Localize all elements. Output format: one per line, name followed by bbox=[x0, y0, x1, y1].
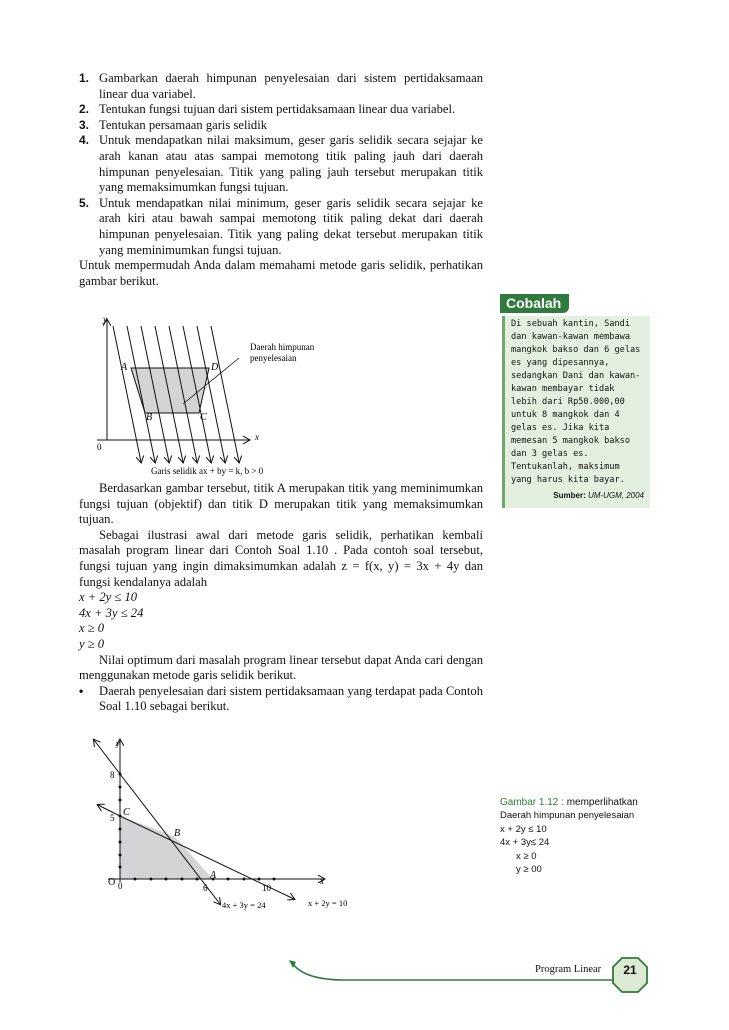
step-text: Untuk mendapatkan nilai minimum, geser garis selidik secara sejajar ke arah kiri atau bawah sampai memotong titik paling dekat dari daerah himpunan penyelesaian. Titik yang paling dekat tersebut merupakan titik yang meminimumkan fungsi tujuan. bbox=[99, 195, 483, 257]
point-a-label: A bbox=[121, 362, 128, 373]
caption-title: memperlihatkan bbox=[563, 797, 638, 808]
point-d-label: D bbox=[211, 362, 219, 373]
region-label: Daerah himpunan bbox=[250, 342, 315, 352]
bullet-text: Daerah penyelesaian dari sistem pertidaksamaan yang terdapat pada Contoh Soal 1.10 sebagai berikut. bbox=[99, 683, 483, 714]
list-item bbox=[79, 71, 483, 102]
constraint: y ≥ 0 bbox=[79, 636, 105, 651]
axis-x-label: x bbox=[255, 432, 259, 442]
step-text: Tentukan fungsi tujuan dari sistem pertidaksamaan linear dua variabel. bbox=[99, 102, 456, 117]
feasible-region bbox=[131, 368, 209, 413]
figure-daerah-penyelesaian bbox=[88, 732, 388, 917]
caption-line: 4x + 3y≤ 24 bbox=[500, 837, 550, 849]
tick-label: 10 bbox=[262, 883, 271, 893]
steps-list bbox=[79, 71, 483, 289]
step-text: Untuk mendapatkan nilai maksimum, geser garis selidik secara sejajar ke arah kanan atau atas sampai memotong titik paling jauh dari daerah himpunan penyelesaian. Titik yang paling jauh tersebut merupakan titik yang memaksimumkan fungsi tujuan. bbox=[99, 133, 483, 195]
caption-line: x ≥ 0 bbox=[516, 850, 537, 862]
line-label: x + 2y = 10 bbox=[308, 898, 348, 908]
sidebar-body: Di sebuah kantin, Sandi dan kawan-kawan membawa mangkok bakso dan 6 gelas es yang dipesannya, sedangkan Dani dan kawan-kawan membayar tidak lebih dari Rp50.000,00 untuk 8 mangkok dan 4 gelas es. Jika kita memesan 5 mangkok bakso dan 3 gelas es. Tentukanlah, maksimum yang harus kita bayar. bbox=[511, 319, 641, 485]
caption-line: x + 2y ≤ 10 bbox=[500, 823, 547, 835]
tick-label: 8 bbox=[110, 770, 115, 780]
step-number: 1. bbox=[79, 71, 90, 85]
step-number: 3. bbox=[79, 117, 90, 132]
source-label: Sumber: bbox=[553, 491, 586, 500]
sidebar-source bbox=[511, 489, 644, 502]
axis-x-label: x bbox=[320, 876, 324, 886]
feasible-region bbox=[120, 816, 213, 879]
list-item bbox=[79, 196, 483, 258]
paragraph: Nilai optimum dari masalah program linear tersebut dapat Anda cari dengan menggunakan metode garis selidik berikut. bbox=[79, 652, 483, 683]
body-text bbox=[79, 481, 483, 715]
region-label: penyelesaian bbox=[250, 353, 297, 363]
bullet-icon: • bbox=[79, 683, 84, 698]
step-number: 4. bbox=[79, 133, 90, 148]
figure-garis-selidik bbox=[79, 312, 484, 482]
caption-line: y ≥ 00 bbox=[516, 864, 542, 876]
list-item bbox=[79, 118, 483, 134]
point-b-label: B bbox=[174, 828, 181, 839]
source-value: UM-UGM, 2004 bbox=[587, 491, 644, 500]
intro-paragraph: Untuk mempermudah Anda dalam memahami metode garis selidik, perhatikan gambar berikut. bbox=[79, 258, 483, 288]
page-number: 21 bbox=[623, 963, 637, 977]
caption-line: Daerah himpunan penyelesaian bbox=[500, 810, 635, 822]
caption-label: Gambar 1.12 : bbox=[500, 797, 564, 808]
paragraph: Sebagai ilustrasi awal dari metode garis selidik, perhatikan kembali masalah program linear dari Contoh Soal 1.10 . Pada contoh soal tersebut, fungsi tujuan yang ingin dimaksimumkan adalah z = f(x, y) = 3x + 4y dan fungsi kendalanya adalah bbox=[79, 527, 483, 589]
sidebar-box bbox=[502, 316, 650, 508]
list-item bbox=[79, 133, 483, 195]
step-text: Gambarkan daerah himpunan penyelesaian dari sistem pertidaksamaan linear dua variabel. bbox=[99, 71, 483, 101]
line-label: 4x + 3y = 24 bbox=[222, 900, 266, 910]
constraint: 4x + 3y ≤ 24 bbox=[79, 605, 144, 620]
point-b-label: B bbox=[146, 412, 153, 423]
constraint: x + 2y ≤ 10 bbox=[79, 590, 138, 605]
step-text: Tentukan persamaan garis selidik bbox=[99, 117, 268, 132]
chapter-title: Program Linear bbox=[535, 964, 602, 975]
step-number: 5. bbox=[79, 195, 90, 210]
figure-caption: Garis selidik ax + by = k, b > 0 bbox=[151, 466, 264, 476]
origin-label: 0 bbox=[97, 442, 102, 452]
line-x-2y-10 bbox=[98, 805, 120, 816]
tick-label: 6 bbox=[203, 883, 208, 893]
constraint: x ≥ 0 bbox=[79, 621, 105, 636]
paragraph: Berdasarkan gambar tersebut, titik A merupakan titik yang meminimumkan fungsi tujuan (objektif) dan titik D merupakan titik yang memaksimumkan tujuan. bbox=[79, 481, 483, 527]
axis-y-label: y bbox=[116, 739, 120, 748]
list-item bbox=[79, 102, 483, 118]
sidebar-title: Cobalah bbox=[500, 294, 569, 313]
caption-heading bbox=[500, 796, 670, 809]
tick-label: 5 bbox=[110, 813, 115, 823]
tick-label: 0 bbox=[118, 881, 123, 891]
axis-y-label: y bbox=[103, 314, 107, 324]
bullet-item bbox=[79, 684, 483, 715]
step-number: 2. bbox=[79, 102, 90, 117]
point-c-label: C bbox=[123, 807, 130, 818]
point-c-label: C bbox=[200, 412, 207, 423]
origin-label: O bbox=[108, 877, 116, 888]
point-a-label: A bbox=[210, 870, 217, 881]
figure-caption-box bbox=[500, 796, 670, 876]
